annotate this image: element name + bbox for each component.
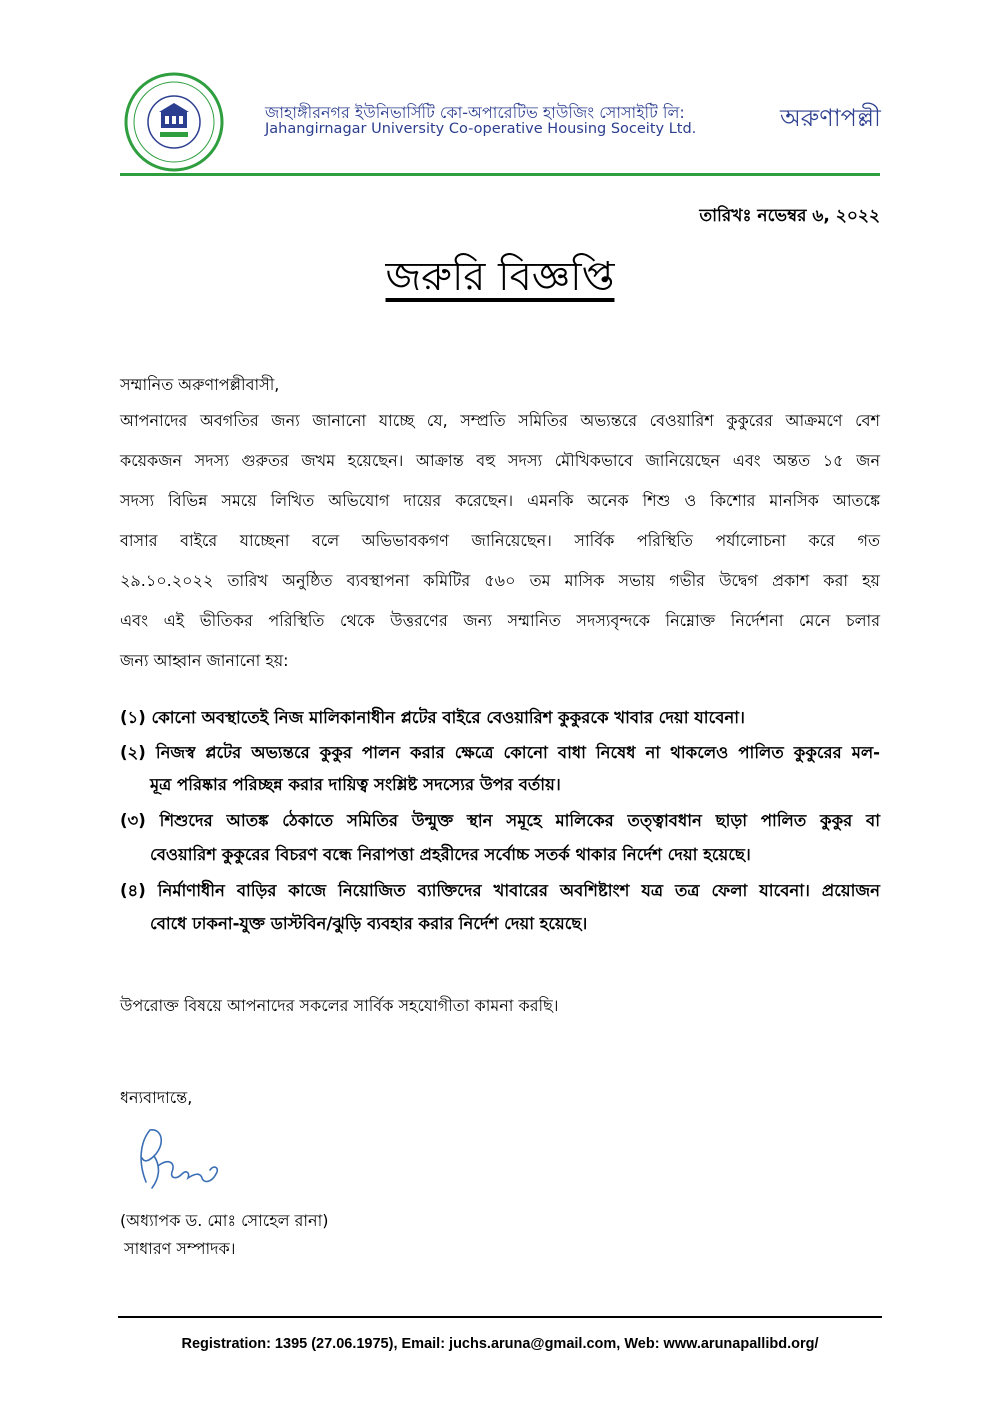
directive-2-continued: মূত্র পরিষ্কার পরিচ্ছন্ন করার দায়িত্ব সংশ্লিষ্ট সদস্যের উপর বর্তায়। [150, 775, 561, 794]
body-line: জন্য আহ্বান জানানো হয়: [120, 651, 289, 670]
directive-1: (১) কোনো অবস্থাতেই নিজ মালিকানাধীন প্লটের বাইরে বেওয়ারিশ কুকুরকে খাবার দেয়া যাবেনা। [120, 708, 745, 727]
directive-3-continued: বেওয়ারিশ কুকুরের বিচরণ বন্ধে নিরাপত্তা প্রহরীদের সর্বোচ্চ সতর্ক থাকার নির্দেশ দেয়া হয়েছে। [150, 845, 751, 864]
body-line: ২৯.১০.২০২২ তারিখ অনুষ্ঠিত ব্যবস্থাপনা কমিটির ৫৬০ তম মাসিক সভায় গভীর উদ্বেগ প্রকাশ করা হয় [120, 571, 880, 590]
signer-designation: সাধারণ সম্পাদক। [124, 1239, 236, 1258]
header-divider [120, 173, 880, 176]
organization-name-bengali: জাহাঙ্গীরনগর ইউনিভার্সিটি কো-অপারেটিভ হাউজিং সোসাইটি লি: [265, 103, 685, 122]
notice-title: জরুরি বিজ্ঞপ্তি [385, 254, 615, 300]
footer-divider [118, 1316, 882, 1318]
signer-name: (অধ্যাপক ড. মোঃ সোহেল রানা) [120, 1211, 329, 1230]
society-seal-logo [124, 72, 224, 172]
directive-2: (২) নিজস্ব প্লটের অভ্যন্তরে কুকুর পালন করার ক্ষেত্রে কোনো বাধা নিষেধ না থাকলেও পালিত কুকুরের মল- [120, 743, 880, 762]
organization-name-english: Jahangirnagar University Co-operative Housing Soceity Ltd. [265, 121, 697, 137]
notice-date: তারিখঃ নভেম্বর ৬, ২০২২ [699, 206, 880, 226]
closing-remark: উপরোক্ত বিষয়ে আপনাদের সকলের সার্বিক সহযোগীতা কামনা করছি। [120, 996, 559, 1015]
signature [128, 1122, 228, 1194]
thanks-line: ধন্যবাদান্তে, [120, 1088, 193, 1107]
directive-4: (৪) নির্মাণাধীন বাড়ির কাজে নিয়োজিত ব্যাক্তিদের খাবারের অবশিষ্টাংশ যত্র তত্র ফেলা যাবেনা। প্রয়োজন [120, 881, 880, 900]
body-line: সদস্য বিভিন্ন সময়ে লিখিত অভিযোগ দায়ের করেছেন। এমনকি অনেক শিশু ও কিশোর মানসিক আতঙ্কে [120, 491, 880, 510]
body-line: বাসার বাইরে যাচ্ছেনা বলে অভিভাবকগণ জানিয়েছেন। সার্বিক পরিস্থিতি পর্যালোচনা করে গত [120, 531, 880, 550]
salutation: সম্মানিত অরুণাপল্লীবাসী, [120, 375, 280, 394]
footer-contact-info: Registration: 1395 (27.06.1975), Email: juchs.aruna@gmail.com, Web: www.arunapallibd.org/ [181, 1336, 819, 1352]
brand-name: অরুণাপল্লী [780, 104, 881, 132]
directive-4-continued: বোধে ঢাকনা-যুক্ত ডাস্টবিন/ঝুড়ি ব্যবহার করার নির্দেশ দেয়া হয়েছে। [150, 914, 588, 933]
body-line: কয়েকজন সদস্য গুরুতর জখম হয়েছেন। আক্রান্ত বহু সদস্য মৌখিকভাবে জানিয়েছেন এবং অন্তত ১৫ জন [120, 451, 880, 470]
directive-3: (৩) শিশুদের আতঙ্ক ঠেকাতে সমিতির উন্মুক্ত স্থান সমূহে মালিকের তত্ত্বাবধান ছাড়া পালিত কুকুর বা [120, 811, 880, 830]
body-line: এবং এই ভীতিকর পরিস্থিতি থেকে উত্তরণের জন্য সম্মানিত সদস্যবৃন্দকে নিম্নোক্ত নির্দেশনা মেনে চলার [120, 611, 880, 630]
body-line: আপনাদের অবগতির জন্য জানানো যাচ্ছে যে, সম্প্রতি সমিতির অভ্যন্তরে বেওয়ারিশ কুকুরের আক্রমণে বেশ [120, 411, 880, 430]
